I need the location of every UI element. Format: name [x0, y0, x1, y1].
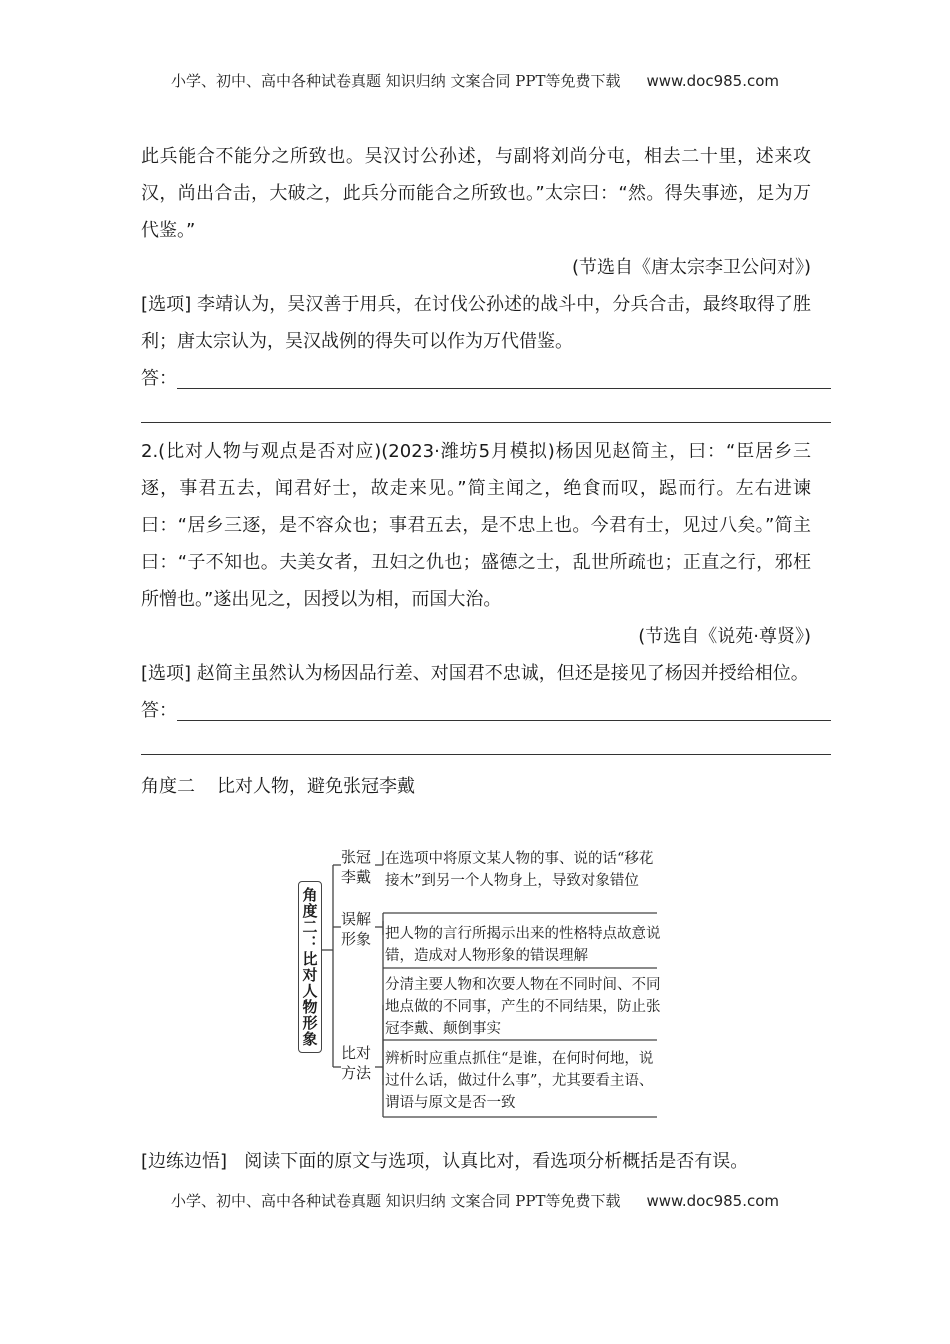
concept-diagram: [295, 845, 665, 1125]
section-title: 角度二: [141, 776, 195, 797]
diagram-branch-label: 误解形象: [340, 910, 371, 948]
page-footer: [0, 1190, 950, 1211]
question-2-text: 2.(比对人物与观点是否对应)(2023·潍坊5月模拟)杨因见赵简主，曰：“臣居乡三逐，事君五去，闻君好士，故走来见。”简主闻之，绝食而叹，跽而行。左右进谏曰：“居乡三逐，是不容众也；事君五去，是不忠上也。今君有士，见过八矣。”简主曰：“子不知也。夫美女者，丑妇之仇也；盛德之士，乱世所疏也；正直之行，邪枉所憎也。”遂出见之，因授以为相，而国大治。: [141, 441, 811, 610]
footer-text: 小学、初中、高中各种试卷真题 知识归纳 文案合同 PPT等免费下载: [170, 1192, 621, 1210]
passage-1-source: (节选自《唐太宗李卫公问对》): [571, 257, 811, 278]
answer-label: 答：: [141, 368, 177, 389]
answer-line-1[interactable]: [141, 360, 811, 397]
question-2-source: (节选自《说苑·尊贤》): [638, 626, 811, 647]
passage-1-option: [选项] 李靖认为，吴汉善于用兵，在讨伐公孙述的战斗中，分兵合击，最终取得了胜利；唐太宗认为，吴汉战例的得失可以作为万代借鉴。: [141, 294, 811, 352]
question-2-option: [选项] 赵简主虽然认为杨因品行差、对国君不忠诚，但还是接见了杨因并授给相位。: [141, 663, 809, 684]
section-subtitle: 比对人物，避免张冠李戴: [217, 776, 415, 797]
answer-label: 答：: [141, 700, 177, 721]
exercise-block: [141, 1143, 811, 1180]
diagram-branch-label: 比对方法: [340, 1044, 371, 1082]
footer-site-link[interactable]: www.doc985.com: [646, 1192, 780, 1210]
exercise-text: 阅读下面的原文与选项，认真比对，看选项分析概括是否有误。: [244, 1151, 749, 1172]
page-header: [0, 70, 950, 91]
diagram-branch-text: 辨析时应重点抓住“是谁，在何时何地，说过什么话，做过什么事”，尤其要看主语、谓语与原文是否一致: [385, 1051, 654, 1111]
header-text: 小学、初中、高中各种试卷真题 知识归纳 文案合同 PPT等免费下载: [170, 72, 621, 90]
header-site-link[interactable]: www.doc985.com: [646, 72, 780, 90]
diagram-branch-label: 张冠李戴: [340, 848, 371, 886]
main-content: [141, 138, 811, 805]
answer-line-1b[interactable]: [141, 397, 811, 433]
answer-line-2b[interactable]: [141, 729, 811, 765]
answer-line-2[interactable]: [141, 692, 811, 729]
exercise-label: [边练边悟]: [141, 1151, 228, 1172]
exercise-instruction: [141, 1143, 811, 1180]
passage-1-text: 此兵能合不能分之所致也。吴汉讨公孙述，与副将刘尚分屯，相去二十里，述来攻汉，尚出合击，大破之，此兵分而能合之所致也。”太宗曰：“然。得失事迹，足为万代鉴。”: [141, 146, 811, 241]
diagram-branch-text: 把人物的言行所揭示出来的性格特点故意说错，造成对人物形象的错误理解: [385, 926, 661, 964]
diagram-root-label: 角度二：比对人物形象: [298, 881, 322, 1053]
diagram-branch-text: 在选项中将原文某人物的事、说的话“移花接木”到另一个人物身上，导致对象错位: [385, 851, 654, 889]
section-heading: [141, 769, 811, 805]
diagram-branch-text: 分清主要人物和次要人物在不同时间、不同地点做的不同事，产生的不同结果，防止张冠李戴、颠倒事实: [385, 977, 661, 1037]
